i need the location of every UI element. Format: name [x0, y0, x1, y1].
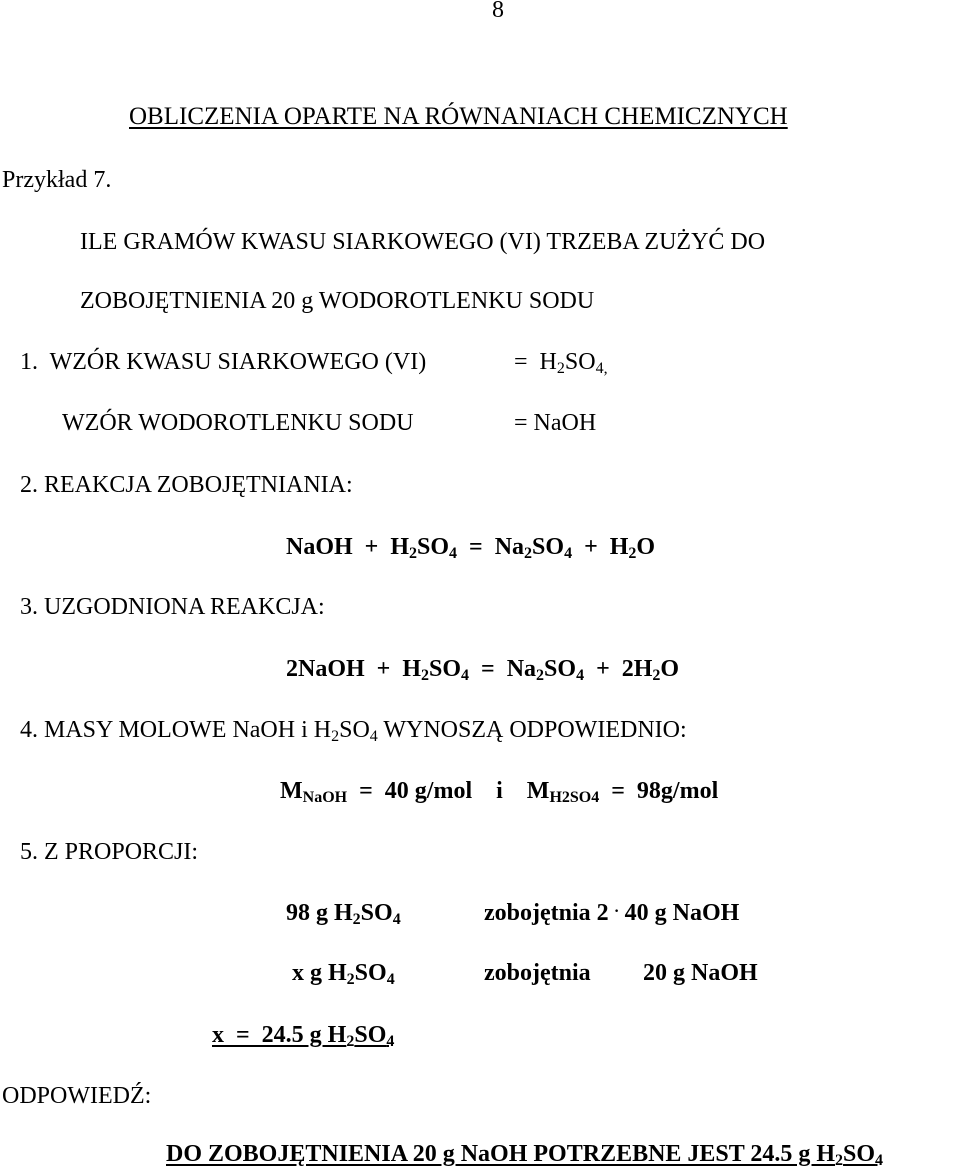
- prop-text: zobojętnia 2: [484, 900, 615, 926]
- answer-sub: 4: [875, 1152, 884, 1169]
- question-line-1: ILE GRAMÓW KWASU SIARKOWEGO (VI) TRZEBA ZUŻYĆ DO: [80, 229, 766, 255]
- proportion-row2-right-a: zobojętnia: [484, 960, 591, 986]
- proportion-row1-left: [286, 898, 401, 928]
- eq-sub: 2: [409, 545, 418, 562]
- prop-sub: 2: [352, 911, 361, 928]
- step3-equation: [286, 654, 679, 684]
- step5-label: 5. Z PROPORCJI:: [20, 839, 199, 865]
- step4-text: SO: [339, 717, 370, 743]
- eq-part: + 2H: [584, 656, 653, 682]
- eq-sub: 2: [628, 545, 637, 562]
- step4-text: 4. MASY MOLOWE NaOH i H: [20, 717, 332, 743]
- molar-mass-value: = 98g/mol: [599, 778, 719, 804]
- proportion-row2-right-b: 20 g NaOH: [643, 960, 758, 986]
- multiplication-dot: .: [614, 899, 619, 916]
- molar-mass-value: = 40 g/mol i M: [347, 778, 550, 804]
- question-line-2: ZOBOJĘTNIENIA 20 g WODOROTLENKU SODU: [80, 288, 595, 314]
- eq-sub: 2: [536, 667, 545, 684]
- eq-part: SO: [417, 534, 450, 560]
- prop-text: 98 g H: [286, 900, 353, 926]
- step1-base-formula: = NaOH: [514, 410, 597, 436]
- prop-sub: 2: [346, 971, 355, 988]
- eq-sub: 2: [652, 667, 661, 684]
- answer-text: [166, 1139, 883, 1169]
- prop-sub: 4: [392, 911, 401, 928]
- result-text: SO: [354, 1022, 387, 1048]
- molar-mass-symbol: M: [280, 778, 303, 804]
- eq-sub: 2: [524, 545, 533, 562]
- step1-base-label: WZÓR WODOROTLENKU SODU: [62, 410, 414, 436]
- proportion-row2-left: [292, 958, 395, 988]
- eq-sub: 2: [421, 667, 430, 684]
- example-label: Przykład 7.: [2, 167, 112, 193]
- eq-part: O: [636, 534, 656, 560]
- proportion-row1-right: [484, 898, 739, 928]
- answer-label: ODPOWIEDŹ:: [2, 1083, 152, 1109]
- eq-part: + H: [572, 534, 629, 560]
- step1-acid-formula: [514, 347, 608, 377]
- molar-mass-sub: NaOH: [302, 789, 348, 806]
- prop-text: SO: [354, 960, 387, 986]
- eq-sub: 4: [449, 545, 458, 562]
- eq-sub: 4: [564, 545, 573, 562]
- result-sub: 4: [386, 1033, 395, 1050]
- result-text: x = 24.5 g H: [212, 1022, 347, 1048]
- proportion-result: [212, 1020, 394, 1050]
- step3-label: 3. UZGODNIONA REAKCJA:: [20, 594, 325, 620]
- answer-sub: 2: [835, 1152, 844, 1169]
- eq-part: 2NaOH + H: [286, 656, 422, 682]
- eq-part: = Na: [457, 534, 525, 560]
- prop-sub: 4: [386, 971, 395, 988]
- eq-part: SO: [544, 656, 577, 682]
- eq-part: SO: [429, 656, 462, 682]
- step4-molar-masses: [280, 776, 718, 806]
- step1-acid-label: 1. WZÓR KWASU SIARKOWEGO (VI): [20, 349, 427, 375]
- molar-mass-sub: H2SO4: [549, 789, 600, 806]
- step1-acid-eq: =: [514, 349, 528, 375]
- result-sub: 2: [346, 1033, 355, 1050]
- eq-sub: 4: [576, 667, 585, 684]
- step2-equation: [286, 532, 655, 562]
- eq-part: SO: [532, 534, 565, 560]
- eq-part: NaOH + H: [286, 534, 410, 560]
- step1-acid-sub1: 2: [556, 360, 565, 377]
- step2-label: 2. REAKCJA ZOBOJĘTNIANIA:: [20, 472, 353, 498]
- page-title: OBLICZENIA OPARTE NA RÓWNANIACH CHEMICZNYCH: [129, 103, 788, 130]
- step1-acid-so: SO: [564, 349, 596, 375]
- step4-text: WYNOSZĄ ODPOWIEDNIO:: [377, 717, 687, 743]
- page-number: 8: [492, 0, 504, 23]
- eq-part: = Na: [469, 656, 537, 682]
- step4-sub: 4: [369, 728, 378, 745]
- step1-acid-h: H: [539, 349, 557, 375]
- answer-part: SO: [843, 1141, 876, 1167]
- prop-text: 40 g NaOH: [618, 900, 740, 926]
- answer-part: DO ZOBOJĘTNIENIA 20 g NaOH POTRZEBNE JEST 24.5 g H: [166, 1141, 836, 1167]
- step1-acid-sub2: 4,: [595, 360, 608, 377]
- step4-sub: 2: [331, 728, 340, 745]
- step4-label: [20, 715, 687, 745]
- eq-sub: 4: [461, 667, 470, 684]
- prop-text: x g H: [292, 960, 347, 986]
- prop-text: SO: [360, 900, 393, 926]
- eq-part: O: [660, 656, 680, 682]
